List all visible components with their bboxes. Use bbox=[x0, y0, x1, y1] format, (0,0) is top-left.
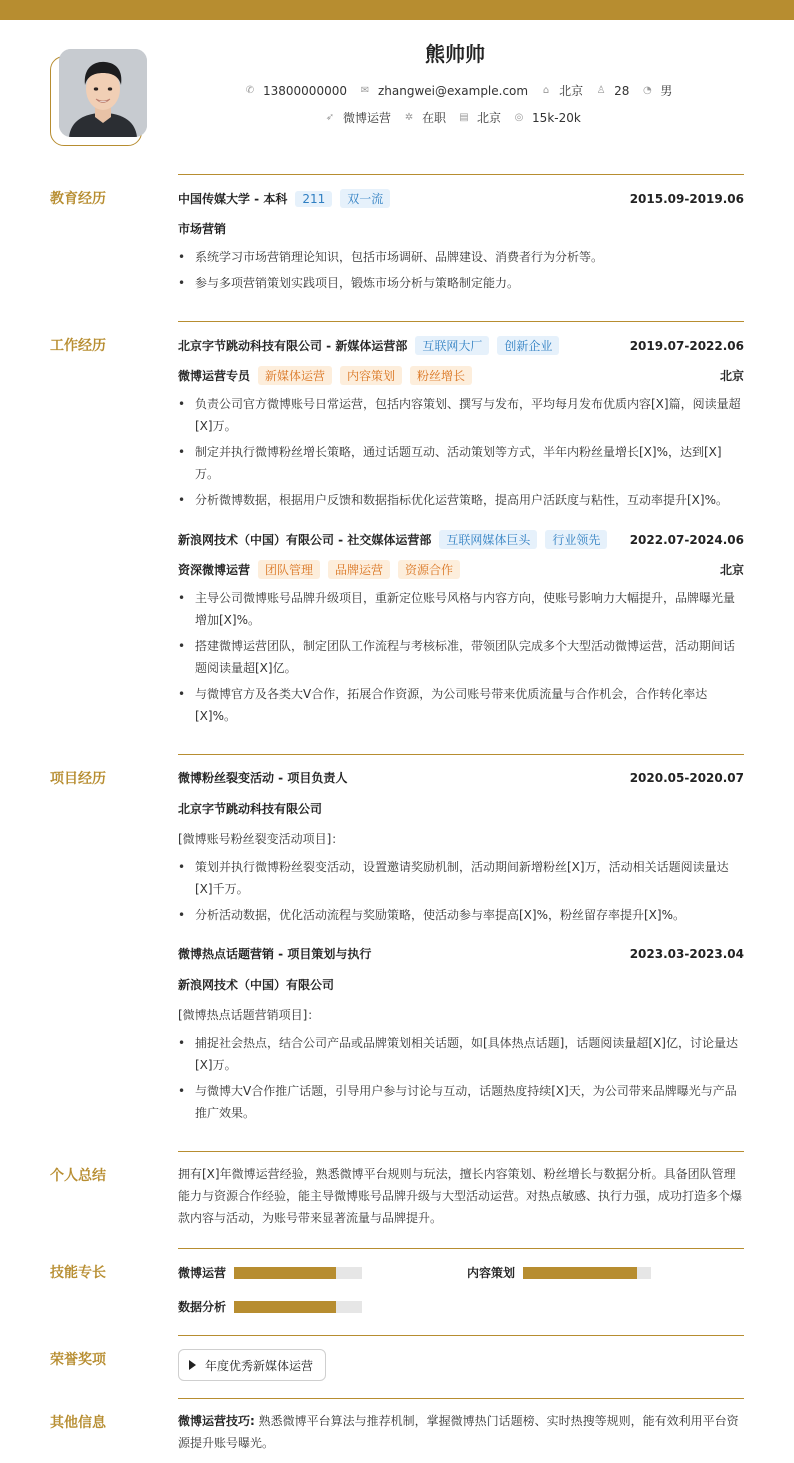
skill-name: 内容策划 bbox=[467, 1266, 516, 1280]
other-info bbox=[178, 1410, 744, 1454]
send-icon: ➶ bbox=[325, 111, 335, 123]
skill-name: 微博运营 bbox=[178, 1266, 227, 1280]
other-label: 微博运营技巧: bbox=[178, 1414, 255, 1428]
education-header bbox=[178, 189, 744, 208]
gender: 男 bbox=[660, 84, 673, 98]
list-item: • 与微博大V合作推广话题，引导用户参与讨论与互动，话题热度持续[X]天，为公司带来品牌曝光与产品推广效果。 bbox=[178, 1080, 744, 1124]
skill-item bbox=[467, 1264, 651, 1281]
project-desc: [微博账号粉丝裂变活动项目]： bbox=[178, 832, 344, 846]
job-city: 北京 bbox=[719, 563, 744, 577]
gender-icon: ◔ bbox=[643, 84, 652, 96]
phone-icon: ✆ bbox=[245, 84, 255, 96]
other-text: 熟悉微博平台算法与推荐机制，掌握微博热门话题榜、实时热搜等规则，能有效利用平台资源提升账号曝光。 bbox=[178, 1414, 739, 1450]
role-header bbox=[178, 366, 744, 385]
school-tag: 双一流 bbox=[340, 189, 390, 208]
skill-bar-fill bbox=[234, 1267, 336, 1279]
home-icon: ⌂ bbox=[542, 84, 550, 96]
company-name: 新浪网技术（中国）有限公司 - 社交媒体运营部 bbox=[178, 533, 432, 547]
location: 北京 bbox=[559, 84, 584, 98]
list-item: • 与微博官方及各类大V合作，拓展合作资源，为公司账号带来优质流量与合作机会，合作转化率达[X]%。 bbox=[178, 683, 744, 727]
skill-tag: 粉丝增长 bbox=[410, 366, 472, 385]
list-item: • 捕捉社会热点，结合公司产品或品牌策划相关话题，如[具体热点话题]，话题阅读量超[X]亿，讨论量达[X]万。 bbox=[178, 1032, 744, 1076]
award-item[interactable] bbox=[178, 1349, 326, 1381]
age: 28 bbox=[614, 83, 630, 98]
company-tag: 互联网媒体巨头 bbox=[439, 530, 537, 549]
section-divider bbox=[178, 1151, 744, 1152]
list-item: • 制定并执行微博粉丝增长策略，通过话题互动、活动策划等方式，半年内粉丝量增长[X]%，达到[X]万。 bbox=[178, 441, 744, 485]
skill-bar bbox=[523, 1267, 651, 1279]
section-title-education: 教育经历 bbox=[50, 191, 106, 207]
work-date: 2022.07-2024.06 bbox=[629, 532, 744, 547]
job-role: 资深微博运营 bbox=[178, 563, 251, 577]
contact-row bbox=[244, 82, 684, 99]
skill-tag: 团队管理 bbox=[258, 560, 320, 579]
work-header bbox=[178, 530, 744, 549]
project-title: 微博热点话题营销 - 项目策划与执行 bbox=[178, 947, 372, 961]
work-header bbox=[178, 336, 744, 355]
project-company: 新浪网技术（中国）有限公司 bbox=[178, 978, 335, 992]
skill-tag: 品牌运营 bbox=[328, 560, 390, 579]
job-target: 微博运营 bbox=[343, 111, 392, 125]
school-tag: 211 bbox=[295, 191, 332, 207]
skill-name: 数据分析 bbox=[178, 1300, 227, 1314]
phone-number[interactable]: 13800000000 bbox=[263, 83, 347, 98]
salary-icon: ◎ bbox=[514, 111, 524, 123]
skill-bar bbox=[234, 1301, 362, 1313]
mail-icon: ✉ bbox=[360, 84, 370, 96]
top-accent-bar bbox=[0, 0, 794, 20]
section-divider bbox=[178, 321, 744, 322]
summary-text: 拥有[X]年微博运营经验，熟悉微博平台规则与玩法，擅长内容策划、粉丝增长与数据分析。具备团队管理能力与资源合作经验，能主导微博账号品牌升级与大型活动运营。对热点敏感、执行力强，成功打造多个爆款内容与活动，为账号带来显著流量与品牌提升。 bbox=[178, 1167, 743, 1225]
list-item: • 系统学习市场营销理论知识，包括市场调研、品牌建设、消费者行为分析等。 bbox=[178, 246, 744, 268]
job-city: 北京 bbox=[719, 369, 744, 383]
target-city: 北京 bbox=[477, 111, 502, 125]
skill-item bbox=[178, 1298, 362, 1315]
skill-tag: 新媒体运营 bbox=[258, 366, 332, 385]
salary-range: 15k-20k bbox=[532, 110, 581, 125]
list-item: • 负责公司官方微博账号日常运营，包括内容策划、撰写与发布，平均每月发布优质内容[X]篇，阅读量超[X]万。 bbox=[178, 393, 744, 437]
work-date: 2019.07-2022.06 bbox=[629, 338, 744, 353]
school-name: 中国传媒大学 - 本科 bbox=[178, 192, 288, 206]
section-divider bbox=[178, 174, 744, 175]
email-address[interactable]: zhangwei@example.com bbox=[377, 83, 529, 98]
project-header bbox=[178, 769, 744, 786]
list-item: • 分析微博数据，根据用户反馈和数据指标优化运营策略，提高用户活跃度与粘性，互动率提升[X]%。 bbox=[178, 489, 744, 511]
section-divider bbox=[178, 1335, 744, 1336]
section-title-awards: 荣誉奖项 bbox=[50, 1352, 106, 1368]
building-icon: ▤ bbox=[459, 111, 469, 123]
list-item: • 主导公司微博账号品牌升级项目，重新定位账号风格与内容方向，使账号影响力大幅提升，品牌曝光量增加[X]%。 bbox=[178, 587, 744, 631]
project-header bbox=[178, 945, 744, 962]
job-status: 在职 bbox=[422, 111, 447, 125]
list-item: • 参与多项营销策划实践项目，锻炼市场分析与策略制定能力。 bbox=[178, 272, 744, 294]
project-date: 2020.05-2020.07 bbox=[629, 770, 744, 785]
project-title: 微博粉丝裂变活动 - 项目负责人 bbox=[178, 771, 348, 785]
award-label: 年度优秀新媒体运营 bbox=[205, 1358, 314, 1373]
list-item: • 策划并执行微博粉丝裂变活动，设置邀请奖励机制，活动期间新增粉丝[X]万，活动相关话题阅读量达[X]千万。 bbox=[178, 856, 744, 900]
project-company: 北京字节跳动科技有限公司 bbox=[178, 802, 323, 816]
major: 市场营销 bbox=[178, 222, 227, 236]
project-desc: [微博热点话题营销项目]： bbox=[178, 1008, 320, 1022]
status-icon: ✲ bbox=[404, 111, 414, 123]
skill-bar-fill bbox=[523, 1267, 637, 1279]
section-title-summary: 个人总结 bbox=[50, 1168, 106, 1184]
play-icon bbox=[189, 1360, 196, 1370]
list-item: • 搭建微博运营团队，制定团队工作流程与考核标准，带领团队完成多个大型活动微博运营，活动期间话题阅读量超[X]亿。 bbox=[178, 635, 744, 679]
age-icon: ♙ bbox=[596, 84, 606, 96]
intent-row bbox=[324, 109, 593, 126]
skill-item bbox=[178, 1264, 362, 1281]
section-title-work: 工作经历 bbox=[50, 338, 106, 354]
company-tag: 互联网大厂 bbox=[415, 336, 489, 355]
role-header bbox=[178, 560, 744, 579]
skill-tag: 内容策划 bbox=[340, 366, 402, 385]
skill-bar-fill bbox=[234, 1301, 336, 1313]
section-title-skills: 技能专长 bbox=[50, 1265, 106, 1281]
list-item: • 分析活动数据，优化活动流程与奖励策略，使活动参与率提高[X]%，粉丝留存率提升[X]%。 bbox=[178, 904, 744, 926]
section-title-project: 项目经历 bbox=[50, 771, 106, 787]
company-name: 北京字节跳动科技有限公司 - 新媒体运营部 bbox=[178, 339, 408, 353]
skill-bar bbox=[234, 1267, 362, 1279]
company-tag: 创新企业 bbox=[497, 336, 559, 355]
project-date: 2023.03-2023.04 bbox=[629, 946, 744, 961]
section-divider bbox=[178, 1398, 744, 1399]
skill-tag: 资源合作 bbox=[398, 560, 460, 579]
job-role: 微博运营专员 bbox=[178, 369, 251, 383]
section-divider bbox=[178, 1248, 744, 1249]
education-date: 2015.09-2019.06 bbox=[629, 191, 744, 206]
section-divider bbox=[178, 754, 744, 755]
company-tag: 行业领先 bbox=[545, 530, 607, 549]
candidate-name: 熊帅帅 bbox=[425, 42, 485, 66]
section-title-other: 其他信息 bbox=[50, 1415, 106, 1431]
